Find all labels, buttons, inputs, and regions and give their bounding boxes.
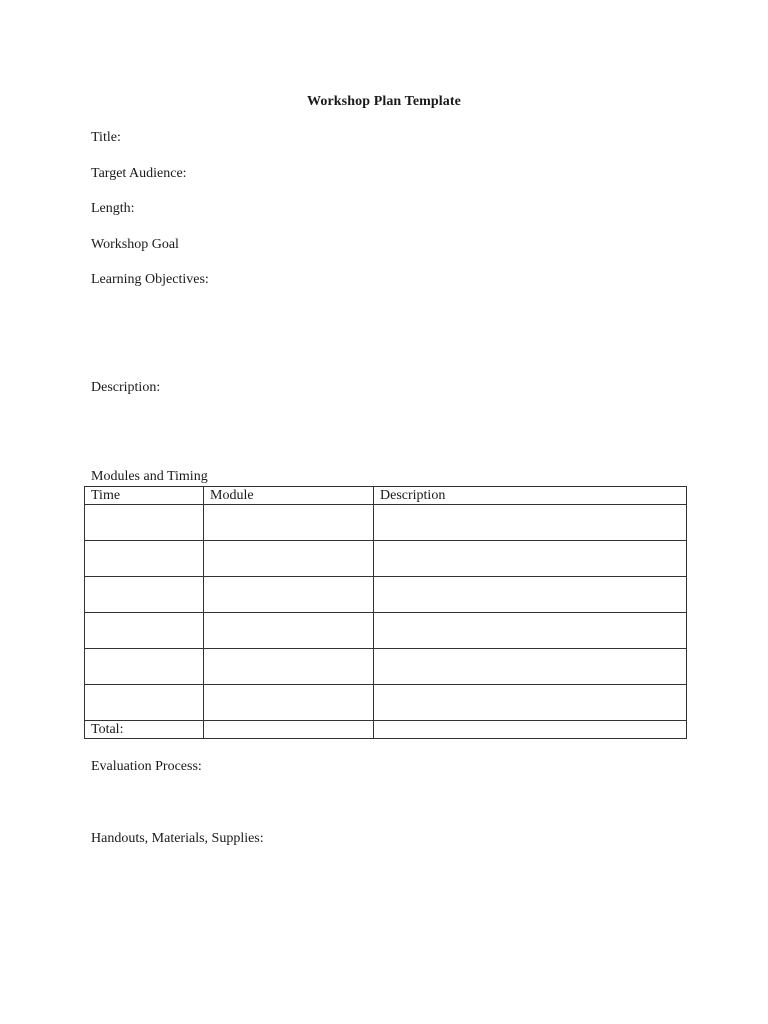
time-cell[interactable]	[85, 505, 204, 541]
modules-table	[84, 486, 687, 739]
table-header-row	[85, 487, 687, 505]
description-cell[interactable]	[374, 649, 687, 685]
handouts-materials-label: Handouts, Materials, Supplies:	[91, 831, 264, 846]
description-cell[interactable]	[374, 505, 687, 541]
description-cell[interactable]	[374, 541, 687, 577]
document-title: Workshop Plan Template	[307, 94, 461, 109]
time-cell[interactable]	[85, 685, 204, 721]
evaluation-process-label: Evaluation Process:	[91, 759, 202, 774]
header-description: Description	[374, 487, 687, 505]
time-cell[interactable]	[85, 541, 204, 577]
description-cell[interactable]	[374, 577, 687, 613]
description-cell[interactable]	[374, 685, 687, 721]
length-label: Length:	[91, 201, 135, 216]
total-label-cell: Total:	[85, 721, 204, 739]
header-time: Time	[85, 487, 204, 505]
title-label: Title:	[91, 130, 121, 145]
time-cell[interactable]	[85, 613, 204, 649]
table-row	[85, 685, 687, 721]
learning-objectives-label: Learning Objectives:	[91, 272, 209, 287]
header-module: Module	[204, 487, 374, 505]
module-cell[interactable]	[204, 505, 374, 541]
table-row	[85, 541, 687, 577]
target-audience-label: Target Audience:	[91, 166, 187, 181]
time-cell[interactable]	[85, 577, 204, 613]
table-row	[85, 577, 687, 613]
total-description-cell[interactable]	[374, 721, 687, 739]
module-cell[interactable]	[204, 649, 374, 685]
description-cell[interactable]	[374, 613, 687, 649]
total-module-cell[interactable]	[204, 721, 374, 739]
module-cell[interactable]	[204, 577, 374, 613]
module-cell[interactable]	[204, 541, 374, 577]
table-row	[85, 649, 687, 685]
module-cell[interactable]	[204, 685, 374, 721]
table-row	[85, 613, 687, 649]
module-cell[interactable]	[204, 613, 374, 649]
modules-timing-label: Modules and Timing	[91, 469, 208, 484]
workshop-goal-label: Workshop Goal	[91, 237, 179, 252]
description-label: Description:	[91, 380, 161, 395]
time-cell[interactable]	[85, 649, 204, 685]
table-row	[85, 505, 687, 541]
table-total-row	[85, 721, 687, 739]
